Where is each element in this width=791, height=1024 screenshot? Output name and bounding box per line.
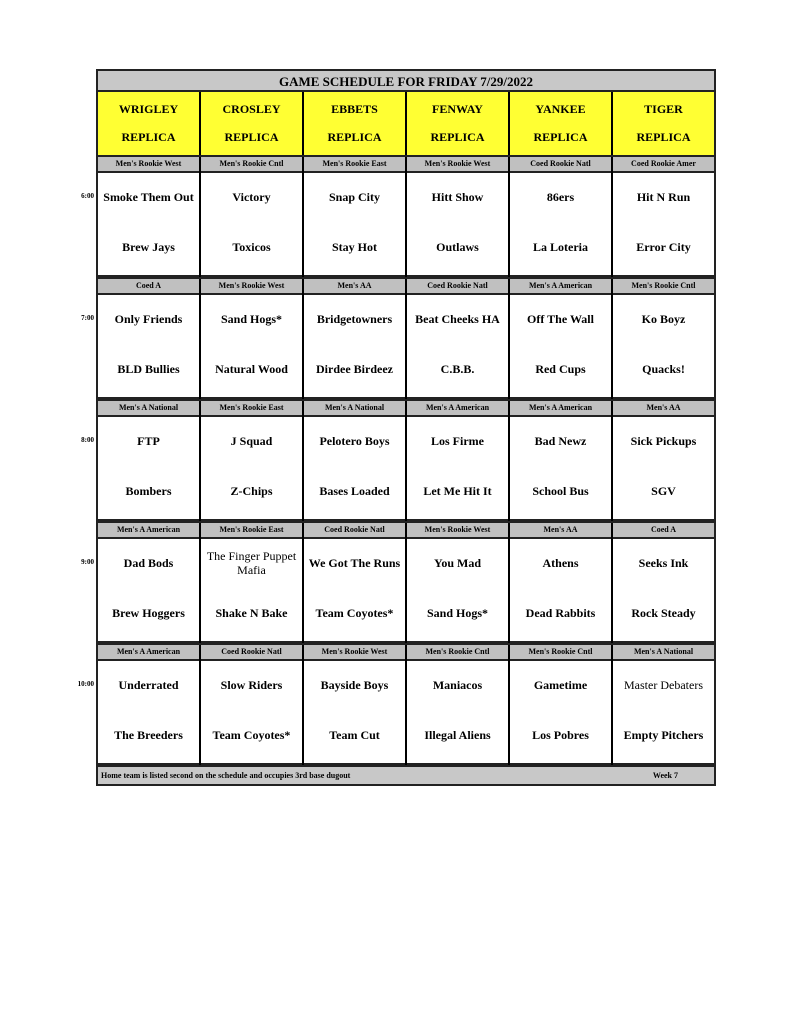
field-name: WRIGLEY [118,101,179,116]
away-team: Sand Hogs* [220,312,283,326]
game-cell [407,293,508,399]
game-cell [613,659,714,765]
game-cell [613,171,714,277]
home-team: Illegal Aliens [424,728,491,742]
field-sub: REPLICA [430,130,485,145]
home-team: Shake N Bake [215,606,288,620]
game-cell [304,171,405,277]
game-cell [304,659,405,765]
game-row [98,659,714,765]
field-header-tiger [613,92,714,155]
division-label: Men's A National [304,401,405,415]
home-team: Z-Chips [230,484,273,498]
home-team: Stay Hot [332,240,377,254]
home-team: School Bus [532,484,589,498]
away-team: The Finger Puppet Mafia [206,549,297,577]
division-label: Men's AA [510,523,611,537]
away-team: Off The Wall [527,312,594,326]
time-label: 8:00 [81,436,94,444]
division-label: Coed Rookie Natl [407,279,508,293]
division-label: Coed Rookie Natl [510,157,611,171]
field-header-row [98,92,714,155]
schedule-footer [98,765,714,784]
time-slot-block [98,399,714,521]
home-team: The Breeders [114,728,183,742]
time-slot-block [98,277,714,399]
game-cell [304,293,405,399]
game-cell [407,415,508,521]
home-team: Bombers [125,484,172,498]
division-row [98,401,714,415]
division-label: Men's Rookie Cntl [510,645,611,659]
field-name: EBBETS [331,101,378,116]
game-cell [510,415,611,521]
home-team: La Loteria [533,240,588,254]
away-team: You Mad [433,556,481,570]
division-label: Coed A [98,279,199,293]
away-team: Ko Boyz [641,312,686,326]
away-team: Hit N Run [636,190,691,204]
home-team: Natural Wood [215,362,288,376]
schedule-body [98,155,714,765]
away-team: Pelotero Boys [319,434,390,448]
division-label: Men's Rookie West [407,157,508,171]
away-team: 86ers [546,190,575,204]
home-team: Dead Rabbits [525,606,596,620]
away-team: Seeks Ink [638,556,689,570]
away-team: Only Friends [114,312,183,326]
field-sub: REPLICA [224,130,279,145]
home-team: Team Cut [329,728,380,742]
home-team: Empty Pitchers [623,728,704,742]
game-row [98,537,714,643]
home-team: C.B.B. [440,362,475,376]
away-team: Los Firme [431,434,484,448]
field-header-wrigley [98,92,199,155]
division-label: Coed A [613,523,714,537]
away-team: Athens [542,556,579,570]
division-label: Men's A American [407,401,508,415]
division-label: Men's Rookie Cntl [407,645,508,659]
field-sub: REPLICA [327,130,382,145]
game-cell [407,171,508,277]
division-label: Coed Rookie Natl [201,645,302,659]
division-row [98,157,714,171]
game-cell [201,293,302,399]
game-cell [613,293,714,399]
away-team: Maniacos [432,678,483,692]
home-team: Los Pobres [532,728,589,742]
away-team: Bridgetowners [316,312,393,326]
division-label: Men's AA [613,401,714,415]
home-team: Red Cups [535,362,586,376]
division-label: Men's A American [98,523,199,537]
home-team: Quacks! [642,362,685,376]
away-team: Victory [232,190,271,204]
division-label: Coed Rookie Amer [613,157,714,171]
away-team: FTP [137,434,160,448]
time-label: 6:00 [81,192,94,200]
field-name: TIGER [644,101,683,116]
field-header-ebbets [304,92,405,155]
home-team: Let Me Hit It [423,484,492,498]
time-slot-block [98,643,714,765]
away-team: Smoke Them Out [103,190,194,204]
game-cell [98,537,199,643]
division-row [98,645,714,659]
division-label: Men's Rookie East [304,157,405,171]
home-team: SGV [651,484,676,498]
division-label: Men's Rookie West [407,523,508,537]
away-team: Dad Bods [123,556,174,570]
game-cell [201,659,302,765]
game-cell [98,171,199,277]
game-row [98,171,714,277]
division-label: Men's A American [510,401,611,415]
field-sub: REPLICA [533,130,588,145]
field-header-fenway [407,92,508,155]
home-team: Brew Jays [122,240,175,254]
home-team: Bases Loaded [319,484,390,498]
division-label: Men's A National [98,401,199,415]
division-label: Men's Rookie West [201,279,302,293]
division-row [98,523,714,537]
home-team: Rock Steady [631,606,696,620]
game-cell [510,293,611,399]
division-label: Men's Rookie West [98,157,199,171]
away-team: Sick Pickups [630,434,697,448]
division-label: Men's Rookie West [304,645,405,659]
away-team: Bayside Boys [320,678,389,692]
game-cell [613,537,714,643]
game-row [98,415,714,521]
division-label: Men's Rookie East [201,523,302,537]
away-team: Beat Cheeks HA [415,312,500,326]
game-cell [407,537,508,643]
game-cell [613,415,714,521]
home-team: Toxicos [232,240,271,254]
home-team: BLD Bullies [117,362,180,376]
field-header-yankee [510,92,611,155]
home-team: Dirdee Birdeez [316,362,393,376]
time-label: 7:00 [81,314,94,322]
time-slot-block [98,155,714,277]
home-team: Team Coyotes* [212,728,291,742]
division-label: Men's A National [613,645,714,659]
home-team: Brew Hoggers [112,606,185,620]
field-header-crosley [201,92,302,155]
field-sub: REPLICA [636,130,691,145]
home-team: Sand Hogs* [426,606,489,620]
game-cell [201,537,302,643]
away-team: Snap City [328,190,381,204]
away-team: Hitt Show [431,190,484,204]
away-team: J Squad [230,434,273,448]
field-name: CROSLEY [222,101,281,116]
away-team: Master Debaters [624,678,703,692]
game-cell [98,659,199,765]
division-label: Men's Rookie Cntl [613,279,714,293]
time-label: 9:00 [81,558,94,566]
away-team: Gametime [533,678,588,692]
footer-week: Week 7 [652,771,678,780]
game-cell [201,171,302,277]
division-label: Men's AA [304,279,405,293]
field-sub: REPLICA [121,130,176,145]
division-label: Men's A American [98,645,199,659]
home-team: Team Coyotes* [315,606,394,620]
game-cell [407,659,508,765]
division-label: Coed Rookie Natl [304,523,405,537]
game-cell [510,171,611,277]
time-label: 10:00 [77,680,94,688]
away-team: Underrated [118,678,179,692]
field-name: FENWAY [432,101,483,116]
schedule-title: GAME SCHEDULE FOR FRIDAY 7/29/2022 [98,71,714,92]
game-cell [98,415,199,521]
away-team: Bad Newz [534,434,587,448]
game-cell [510,537,611,643]
away-team: We Got The Runs [308,556,401,570]
away-team: Slow Riders [220,678,283,692]
home-team: Error City [636,240,691,254]
schedule-sheet [96,69,716,786]
home-team: Outlaws [436,240,479,254]
game-cell [201,415,302,521]
game-cell [510,659,611,765]
division-label: Men's Rookie Cntl [201,157,302,171]
game-cell [304,537,405,643]
division-label: Men's Rookie East [201,401,302,415]
footer-note: Home team is listed second on the schedule and occupies 3rd base dugout [101,771,351,780]
game-cell [304,415,405,521]
game-cell [98,293,199,399]
division-label: Men's A American [510,279,611,293]
game-row [98,293,714,399]
field-name: YANKEE [535,101,586,116]
division-row [98,279,714,293]
time-slot-block [98,521,714,643]
